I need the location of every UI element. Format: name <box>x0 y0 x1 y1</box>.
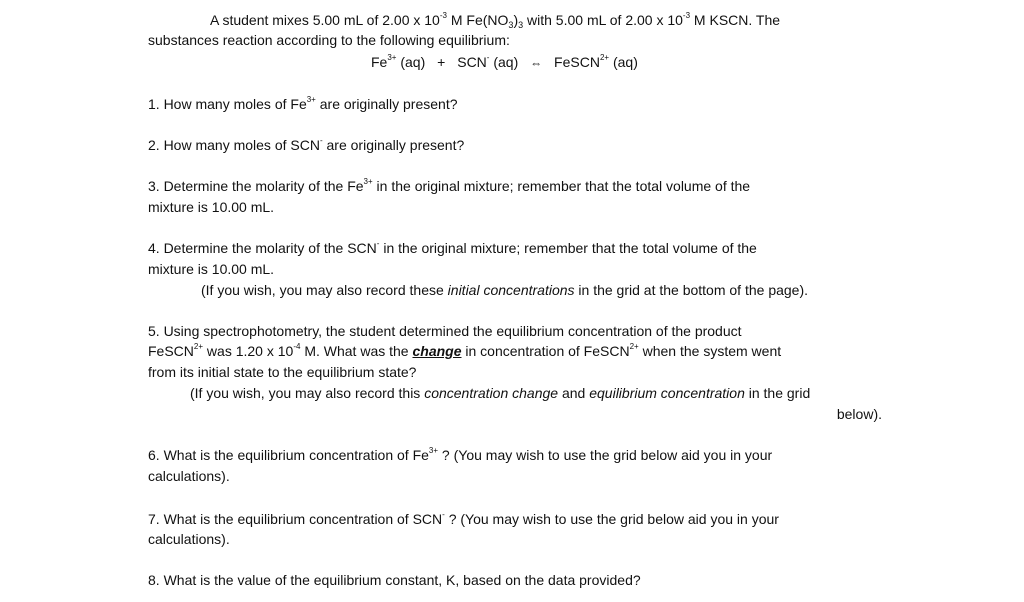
question-text: 6. What is the equilibrium concentration of Fe <box>148 447 429 463</box>
charge: 3+ <box>387 53 397 62</box>
plus-sign: + <box>437 54 446 70</box>
question-4-line-1 <box>148 239 757 257</box>
reactant-fe: Fe <box>371 54 388 70</box>
question-5-line-2 <box>148 342 781 360</box>
charge: - <box>376 239 380 248</box>
reactant-scn: SCN <box>457 54 487 70</box>
charge: 3+ <box>428 446 439 455</box>
charge: 3+ <box>306 95 316 104</box>
question-text: 4. Determine the molarity of the SCN <box>148 240 377 256</box>
question-text: in the original mixture; remember that the total volume of the <box>372 178 751 194</box>
charge: 2+ <box>193 342 204 351</box>
question-3-line-2: mixture is 10.00 mL. <box>148 199 275 215</box>
question-3-line-1 <box>148 177 750 195</box>
charge: - <box>442 510 445 519</box>
subscript: 3 <box>508 20 514 30</box>
question-5-line-3: from its initial state to the equilibrium state? <box>148 364 417 380</box>
intro-text: ) <box>513 12 519 28</box>
question-text: in concentration of FeSCN <box>461 343 630 359</box>
charge: - <box>486 53 490 62</box>
question-text: are originally present? <box>322 137 465 153</box>
note-emphasis: equilibrium concentration <box>589 385 745 401</box>
question-6-line-1 <box>148 446 772 464</box>
question-text: in the original mixture; remember that the total volume of the <box>379 240 757 256</box>
question-text: M. What was the <box>300 343 413 359</box>
equilibrium-arrow-icon: ⇔ <box>530 56 543 70</box>
charge: 2+ <box>629 342 639 351</box>
exponent: -4 <box>293 342 301 351</box>
exponent: -3 <box>682 11 691 20</box>
state: (aq) <box>489 54 519 70</box>
question-text: was 1.20 x 10 <box>203 343 294 359</box>
question-text: ? (You may wish to use the grid below aid you in your <box>438 447 773 463</box>
product-fescn: FeSCN <box>554 54 600 70</box>
equilibrium-equation <box>371 53 638 72</box>
question-text: FeSCN <box>148 343 194 359</box>
subscript: 3 <box>518 20 524 30</box>
charge: - <box>319 136 323 145</box>
intro-text: A student mixes 5.00 mL of 2.00 x 10 <box>210 12 440 28</box>
charge: 3+ <box>363 177 373 186</box>
question-text: 2. How many moles of SCN <box>148 137 320 153</box>
question-text: 7. What is the equilibrium concentration of SCN <box>148 511 443 527</box>
question-text: ? (You may wish to use the grid below aid you in your <box>444 511 779 527</box>
intro-text: with 5.00 mL of 2.00 x 10 <box>523 12 683 28</box>
question-6-line-2: calculations). <box>148 468 230 484</box>
state: (aq) <box>609 54 638 70</box>
question-5-line-1: 5. Using spectrophotometry, the student determined the equilibrium concentration of the product <box>148 323 742 339</box>
question-text: 3. Determine the molarity of the Fe <box>148 178 364 194</box>
question-4-line-2: mixture is 10.00 mL. <box>148 261 275 277</box>
question-text: are originally present? <box>315 96 458 112</box>
note-text: in the grid at the bottom of the page). <box>574 282 809 298</box>
question-1 <box>148 95 458 113</box>
intro-text: M KSCN. The <box>690 12 781 28</box>
question-2 <box>148 136 464 154</box>
question-8: 8. What is the value of the equilibrium constant, K, based on the data provided? <box>148 572 641 588</box>
note-emphasis: concentration change <box>424 385 559 401</box>
intro-line-1 <box>210 11 780 29</box>
intro-line-2: substances reaction according to the following equilibrium: <box>148 32 510 48</box>
exponent: -3 <box>439 11 447 20</box>
question-5-note-end: below). <box>836 406 882 422</box>
note-text: in the grid <box>744 385 811 401</box>
question-text: 1. How many moles of Fe <box>148 96 307 112</box>
charge: 2+ <box>599 53 610 62</box>
question-7-line-2: calculations). <box>148 531 230 547</box>
note-text: (If you wish, you may also record these <box>201 282 448 298</box>
note-text: and <box>558 385 590 401</box>
intro-text: M Fe(NO <box>446 12 509 28</box>
question-4-note <box>201 281 808 299</box>
state: (aq) <box>396 54 426 70</box>
change-emphasis: change <box>412 343 462 359</box>
question-7-line-1 <box>148 510 779 528</box>
note-emphasis: initial concentrations <box>447 282 575 298</box>
question-5-note <box>190 384 810 402</box>
question-text: when the system went <box>638 343 782 359</box>
note-text: (If you wish, you may also record this <box>190 385 425 401</box>
